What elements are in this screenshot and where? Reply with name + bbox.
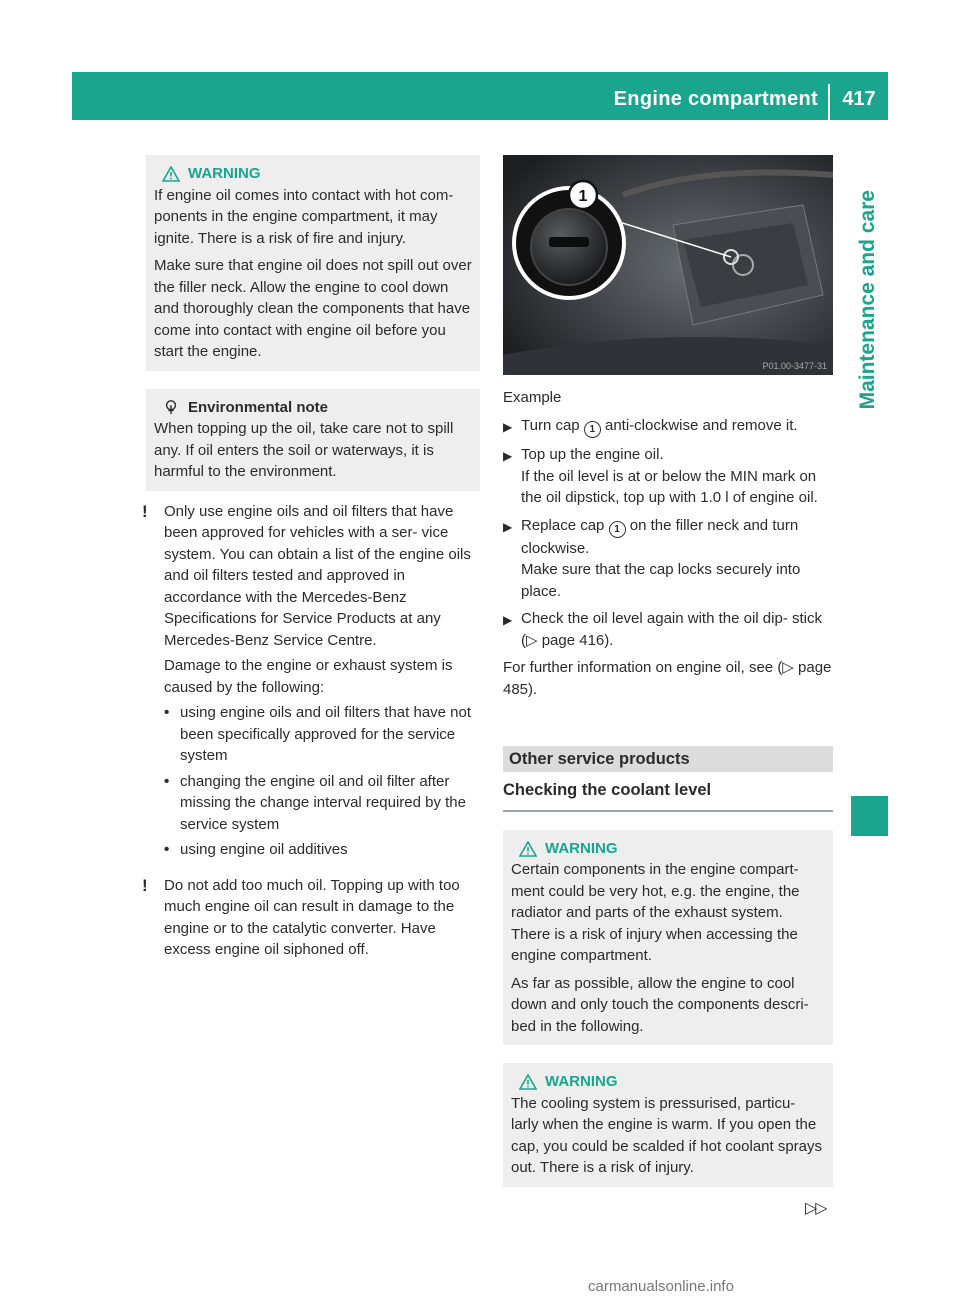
side-tab-marker: [851, 796, 888, 836]
bullet-icon: •: [164, 841, 170, 858]
header-separator: [828, 84, 830, 120]
callout-number-icon: 1: [609, 521, 626, 538]
warning-box-hot-components: [503, 830, 833, 1046]
list-item: ▶ Replace cap 1 on the filler neck and turn clockwise. Make sure that the cap locks securely into place.: [503, 515, 833, 603]
environmental-text: When topping up the oil, take care not to spill any. If oil enters the soil or waterways, it is harmful to the environment.: [154, 420, 454, 480]
warning-title: WARNING: [188, 165, 261, 182]
list-item: ▶ Top up the engine oil. If the oil level is at or below the MIN mark on the oil dipstick, top up with 1.0 l of engine oil.: [503, 444, 833, 509]
step-arrow-icon: ▶: [503, 419, 513, 434]
warning-text: The cooling system is pressurised, particu- larly when the engine is warm. If you open the cap, you could be scalded if hot coolant sprays out. There is a risk of injury.: [511, 1094, 823, 1177]
step-arrow-icon: ▶: [503, 519, 513, 534]
warning-heading: [519, 1071, 825, 1093]
environmental-title: Environmental note: [188, 398, 329, 416]
warning-triangle-icon: [519, 1074, 537, 1090]
further-info-text: For further information on engine oil, see (▷ page 485).: [503, 659, 832, 698]
caution-note: [142, 501, 480, 865]
warning-triangle-icon: [162, 166, 180, 182]
caution-note: [142, 875, 480, 965]
photo-callout: 1: [578, 188, 588, 205]
continued-icon: ▷▷: [805, 1200, 826, 1217]
list-item: • using engine oil additives: [164, 839, 480, 861]
list-item: • using engine oils and oil filters that have not been specifically approved for the service system: [164, 702, 480, 767]
note-text: Do not add too much oil. Topping up with too much engine oil can result in damage to the engine or to the catalytic converter. Have excess engine oil siphoned off.: [164, 876, 460, 958]
section-heading: Other service products: [503, 746, 833, 772]
environment-icon: [162, 399, 180, 415]
warning-box-oil: [146, 155, 480, 371]
warning-heading: [519, 838, 825, 860]
list-item: • changing the engine oil and oil filter after missing the change interval required by the service system: [164, 771, 480, 836]
left-column: [142, 155, 480, 965]
warning-text: Make sure that engine oil does not spill out over the filler neck. Allow the engine to cool down and thoroughly clean the components that have come into contact with engine oil before you start the engine.: [154, 257, 472, 360]
photo-caption: Example: [503, 389, 562, 406]
header-bar: [72, 72, 888, 120]
warning-text: As far as possible, allow the engine to cool down and only touch the components descri- bed in the following.: [511, 974, 809, 1035]
engine-photo: [503, 155, 833, 375]
bullet-icon: •: [164, 704, 170, 721]
engine-illustration: [503, 155, 833, 375]
oil-steps-list: [503, 415, 833, 652]
warning-box-pressurised: [503, 1063, 833, 1187]
exclamation-icon: !: [142, 501, 148, 521]
environmental-heading: [162, 397, 472, 419]
photo-code: P01.00-3477-31: [762, 361, 827, 371]
step-arrow-icon: ▶: [503, 449, 513, 463]
side-section-label: Maintenance and care: [856, 190, 879, 410]
bullet-icon: •: [164, 772, 170, 790]
list-item: ▶ Check the oil level again with the oil dip- stick (▷ page 416).: [503, 608, 833, 651]
step-arrow-icon: ▶: [503, 613, 513, 628]
callout-number-icon: 1: [584, 421, 601, 438]
right-column: [503, 155, 833, 1187]
warning-text: Certain components in the engine compart- ment could be very hot, e.g. the engine, the radiator and parts of the exhaust system. There is a risk of injury when accessing the engine compartment.: [511, 861, 800, 965]
warning-text: If engine oil comes into contact with hot com- ponents in the engine compartment, it may ignite. There is a risk of fire and injury.: [154, 186, 454, 247]
warning-heading: [162, 163, 472, 185]
note-text: Only use engine oils and oil filters that have been approved for vehicles with a ser- vice system. You can obtain a list of the engine oils and oil filters tested and approved in accordance with the Mercedes-Benz Specifications for Service Products at any Mercedes-Benz Service Centre.: [164, 502, 471, 649]
warning-triangle-icon: [519, 841, 537, 857]
page-title: Engine compartment: [613, 88, 818, 110]
warning-title: WARNING: [545, 839, 618, 857]
damage-causes-list: [164, 702, 480, 861]
subsection-heading: Checking the coolant level: [503, 772, 833, 812]
exclamation-icon: !: [142, 875, 148, 895]
warning-title: WARNING: [545, 1073, 618, 1091]
environmental-note-box: [146, 389, 480, 491]
note-text: Damage to the engine or exhaust system is caused by the following:: [164, 657, 453, 696]
list-item: ▶ Turn cap 1 anti-clockwise and remove it.: [503, 415, 833, 439]
footer-watermark: carmanualsonline.info: [588, 1278, 734, 1295]
page-number: 417: [842, 88, 876, 110]
